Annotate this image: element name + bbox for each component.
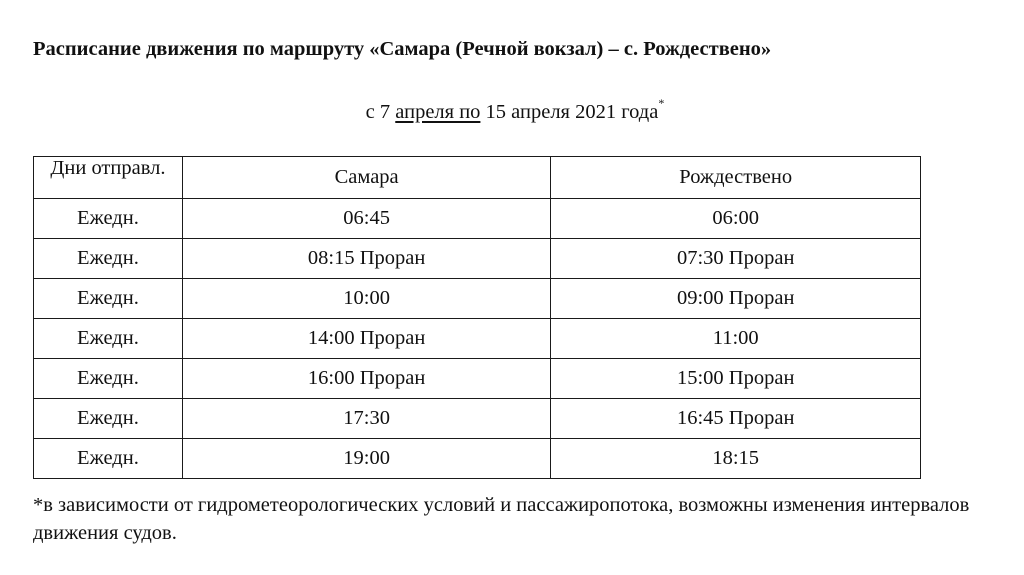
footnote: *в зависимости от гидрометеорологических условий и пассажиропотока, возможны изменения интервалов движения судов. xyxy=(33,494,970,544)
table-row xyxy=(34,359,921,399)
cell-rozhdestveno-time: 09:00 Проран xyxy=(551,279,921,319)
table-row xyxy=(34,239,921,279)
cell-samara-time: 16:00 Проран xyxy=(182,359,551,399)
cell-days: Ежедн. xyxy=(34,439,183,479)
cell-days: Ежедн. xyxy=(34,199,183,239)
table-row xyxy=(34,439,921,479)
period-underlined: апреля по xyxy=(395,100,481,123)
table-row xyxy=(34,319,921,359)
cell-days: Ежедн. xyxy=(34,279,183,319)
cell-days: Ежедн. xyxy=(34,319,183,359)
schedule-table xyxy=(33,156,921,479)
header-days: Дни отправл. xyxy=(34,157,183,199)
cell-rozhdestveno-time: 07:30 Проран xyxy=(551,239,921,279)
cell-rozhdestveno-time: 18:15 xyxy=(551,439,921,479)
cell-days: Ежедн. xyxy=(34,239,183,279)
header-rozhdestveno: Рождествено xyxy=(551,157,921,199)
cell-samara-time: 06:45 xyxy=(182,199,551,239)
cell-samara-time: 14:00 Проран xyxy=(182,319,551,359)
table-header-row xyxy=(34,157,921,199)
cell-samara-time: 19:00 xyxy=(182,439,551,479)
cell-rozhdestveno-time: 11:00 xyxy=(551,319,921,359)
header-samara: Самара xyxy=(182,157,551,199)
cell-samara-time: 17:30 xyxy=(182,399,551,439)
cell-rozhdestveno-time: 06:00 xyxy=(551,199,921,239)
cell-days: Ежедн. xyxy=(34,359,183,399)
table-row xyxy=(34,199,921,239)
cell-days: Ежедн. xyxy=(34,399,183,439)
cell-rozhdestveno-time: 16:45 Проран xyxy=(551,399,921,439)
cell-samara-time: 10:00 xyxy=(182,279,551,319)
cell-rozhdestveno-time: 15:00 Проран xyxy=(551,359,921,399)
schedule-period xyxy=(0,96,1024,124)
period-prefix: с 7 xyxy=(365,100,396,123)
period-suffix: 15 апреля 2021 года xyxy=(480,100,659,123)
period-footnote-mark: * xyxy=(658,96,665,110)
table-row xyxy=(34,279,921,319)
document-title: Расписание движения по маршруту «Самара (Речной вокзал) – с. Рождествено» xyxy=(33,38,772,60)
table-row xyxy=(34,399,921,439)
cell-samara-time: 08:15 Проран xyxy=(182,239,551,279)
